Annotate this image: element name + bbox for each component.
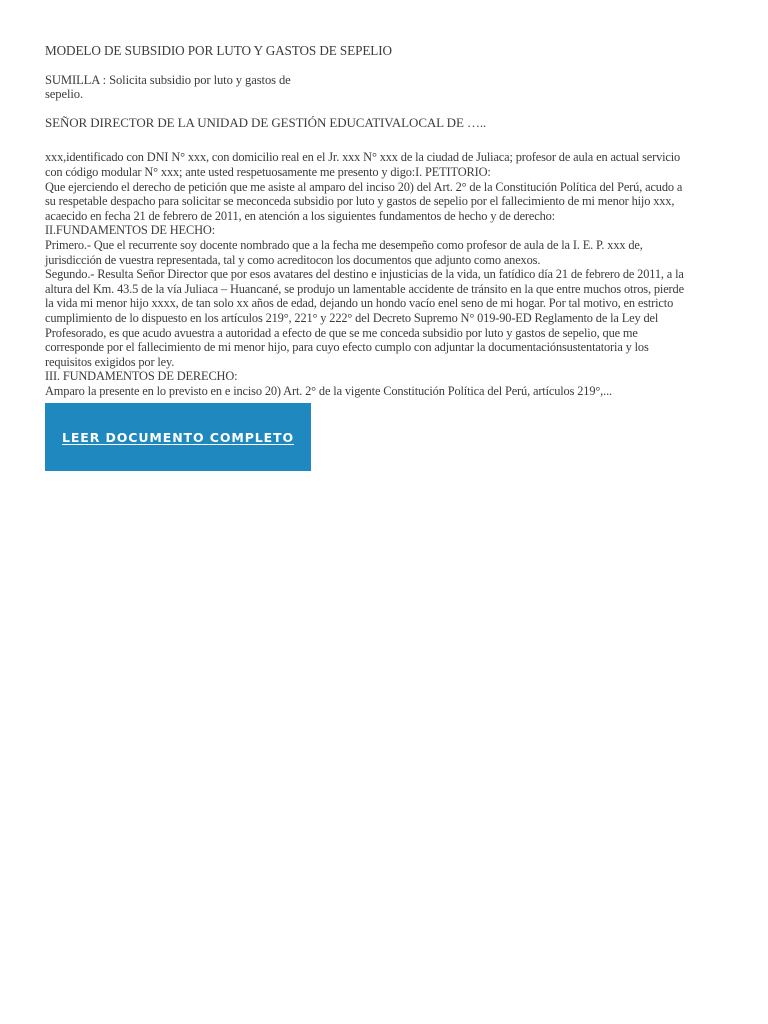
addressee-line: SEÑOR DIRECTOR DE LA UNIDAD DE GESTIÓN EDUCATIVALOCAL DE …..	[45, 114, 487, 130]
body-line: xxx,identificado con DNI N° xxx, con domicilio real en el Jr. xxx N° xxx de la ciudad de Juliaca; profesor de aula en actual servicio	[45, 150, 681, 165]
document-title: MODELO DE SUBSIDIO POR LUTO Y GASTOS DE SEPELIO	[45, 43, 392, 58]
body-line: Profesorado, es que acudo avuestra a autoridad a efecto de que se me conceda subsidio por luto y gastos de sepelio, que me	[45, 325, 638, 340]
body-line: altura del Km. 43.5 de la vía Juliaca – Huancané, se produjo un lamentable accidente de tránsito en la que entre muchos otros, pierde	[45, 281, 684, 296]
body-line: corresponde por el fallecimiento de mi menor hijo, para cuyo efecto cumplo con adjuntar la documentaciónsustentatoria y los	[45, 340, 649, 355]
sumilla-block	[45, 73, 720, 102]
body-line: acaecido en fecha 21 de febrero de 2011, en atención a los siguientes fundamentos de hecho y de derecho:	[45, 208, 555, 223]
body-line: cumplimiento de lo dispuesto en los artículos 219°, 221° y 222° del Decreto Supremo N° 019-90-ED Reglamento de la Ley del	[45, 310, 659, 325]
body-line: Amparo la presente en lo previsto en e inciso 20) Art. 2° de la vigente Constitución Política del Perú, artículos 219°,...	[45, 383, 612, 398]
document-body	[45, 150, 720, 398]
section-heading: III. FUNDAMENTOS DE DERECHO:	[45, 369, 238, 384]
body-line: Primero.- Que el recurrente soy docente nombrado que a la fecha me desempeño como profesor de aula de la I. E. P. xxx de,	[45, 237, 643, 252]
section-heading: II.FUNDAMENTOS DE HECHO:	[45, 223, 215, 238]
body-line: su respetable despacho para solicitar se meconceda subsidio por luto y gastos de sepelio por el fallecimiento de mi menor hijo xxx,	[45, 194, 675, 209]
body-line: la vida mi menor hijo xxxx, de tan solo xx años de edad, dejando un hondo vacío enel seno de mi hogar. Por tal motivo, en estricto	[45, 296, 674, 311]
read-full-document-label: LEER DOCUMENTO COMPLETO	[61, 429, 295, 445]
body-line: con código modular N° xxx; ante usted respetuosamente me presento y digo:I. PETITORIO:	[45, 164, 491, 179]
read-full-document-button[interactable]	[45, 403, 311, 471]
document-preview	[45, 44, 720, 398]
body-line: Segundo.- Resulta Señor Director que por esos avatares del destino e injusticias de la vida, un fatídico día 21 de febrero de 2011, a la	[45, 267, 684, 282]
body-line: requisitos exigidos por ley.	[45, 354, 175, 369]
sumilla-line: sepelio.	[45, 87, 84, 102]
body-line: Que ejerciendo el derecho de petición que me asiste al amparo del inciso 20) del Art. 2° de la Constitución Política del Perú, acudo a	[45, 179, 683, 194]
sumilla-line: SUMILLA : Solicita subsidio por luto y gastos de	[45, 72, 291, 87]
body-line: jurisdicción de vuestra representada, tal y como acreditocon los documentos que adjunto como anexos.	[45, 252, 541, 267]
